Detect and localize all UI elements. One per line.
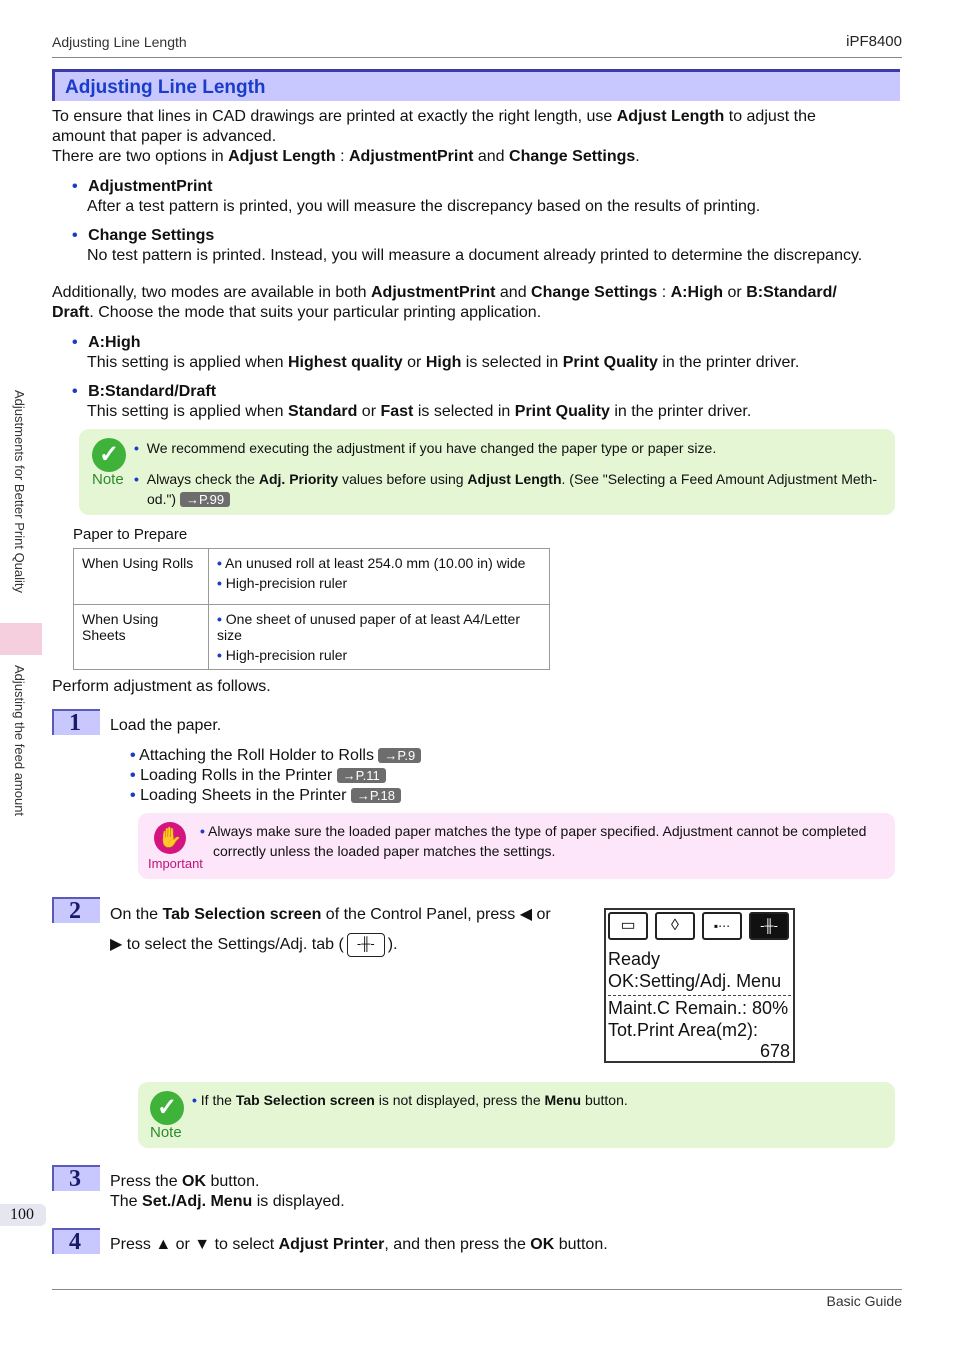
step-text	[110, 1235, 608, 1255]
table-cell-text: High-precision ruler	[225, 647, 348, 663]
table-cell-text: One sheet of unused paper of at least A4/Letter size	[217, 611, 521, 643]
note-item	[192, 1090, 628, 1110]
row-items	[209, 549, 550, 605]
text: or	[532, 906, 551, 923]
text: This setting is applied when	[87, 354, 288, 371]
page-title: Adjusting Line Length	[65, 77, 266, 98]
lcd-line: OK:Setting/Adj. Menu	[608, 971, 782, 991]
text: On the	[110, 906, 163, 923]
note-label: Note	[150, 1124, 182, 1141]
text: or	[723, 284, 747, 301]
note-term: Adj. Priority	[258, 471, 339, 487]
mode-title: B:Standard/Draft	[88, 383, 217, 400]
lcd-line: 678	[759, 1041, 790, 1061]
note-text: . (See "Selecting a Feed Amount Adjustment Meth-	[561, 471, 878, 487]
intro-paragraph	[52, 107, 902, 167]
intro-term: AdjustmentPrint	[348, 148, 474, 165]
page-reference-link[interactable]: →P.18	[351, 788, 401, 803]
important-line: Always make sure the loaded paper matches the type of paper specified. Adjustment cannot be completed	[208, 823, 867, 839]
table-cell-text: An unused roll at least 254.0 mm (10.00 in) wide	[225, 555, 526, 571]
text: , and then press the	[384, 1236, 531, 1253]
paper-table	[73, 548, 550, 670]
text: or	[402, 354, 426, 371]
term: Print Quality	[514, 403, 610, 420]
side-section-label: Adjustments for Better Print Quality	[12, 390, 27, 594]
text: of the Control Panel, press	[321, 906, 520, 923]
page-reference-link[interactable]: →P.99	[180, 492, 230, 507]
important-box	[138, 813, 895, 879]
lcd-line: Tot.Print Area(m2):	[608, 1020, 759, 1040]
bullet-icon: •	[217, 575, 222, 591]
footer-guide-name: Basic Guide	[826, 1293, 902, 1309]
term: OK	[530, 1236, 555, 1253]
job-list-tab-icon[interactable]: ▪⋯	[702, 912, 742, 940]
term: B:Standard/	[746, 284, 837, 301]
step-text: Load the paper.	[110, 717, 222, 734]
bullet-icon: •	[72, 178, 78, 195]
intro-text: There are two options in	[52, 148, 229, 165]
left-arrow-icon: ◀	[519, 906, 532, 923]
mode-item	[72, 333, 141, 353]
term: High	[425, 354, 462, 371]
text: button.	[206, 1173, 260, 1190]
bullet-icon: •	[130, 787, 136, 804]
note-term: Menu	[544, 1092, 582, 1108]
note-text: is not displayed, press the	[374, 1092, 545, 1108]
option-item	[72, 226, 214, 246]
bullet-icon: •	[217, 647, 222, 663]
text: button.	[554, 1236, 608, 1253]
text: . Choose the mode that suits your particular printing application.	[89, 304, 542, 321]
ink-drop-tab-icon[interactable]: ◊	[655, 912, 695, 940]
text: The	[110, 1193, 143, 1210]
intro-text: .	[635, 148, 640, 165]
step-number: 4	[52, 1228, 100, 1254]
intro-text: to adjust the	[724, 108, 816, 125]
note-text: values before using	[338, 471, 468, 487]
note-box	[138, 1082, 895, 1148]
important-text	[200, 821, 890, 861]
important-label: Important	[148, 856, 203, 871]
page-number-tab	[0, 1204, 46, 1226]
text: ).	[387, 936, 398, 953]
note-check-icon: ✓	[92, 438, 126, 472]
modes-paragraph	[52, 283, 902, 323]
term: Highest quality	[288, 354, 403, 371]
page-reference-link[interactable]: →P.11	[337, 768, 386, 783]
term: Tab Selection screen	[162, 906, 322, 923]
note-text: Always check the	[146, 471, 259, 487]
step-text	[110, 1172, 345, 1212]
note-item	[134, 469, 884, 509]
text: in the printer driver.	[657, 354, 800, 371]
mode-item	[72, 382, 216, 402]
row-items	[209, 605, 550, 670]
table-cell-text: High-precision ruler	[225, 575, 348, 591]
bullet-icon: •	[72, 334, 78, 351]
text: to select the Settings/Adj. tab (	[122, 936, 344, 953]
bullet-icon: •	[130, 767, 136, 784]
intro-term: Adjust Length	[228, 148, 336, 165]
table-caption: Paper to Prepare	[73, 526, 188, 543]
bullet-icon: •	[134, 471, 139, 487]
term: Fast	[380, 403, 414, 420]
bullet-icon: •	[130, 747, 136, 764]
text: and	[495, 284, 532, 301]
note-item	[134, 438, 884, 458]
term: Print Quality	[562, 354, 658, 371]
text: Press the	[110, 1173, 183, 1190]
page-number: 100	[10, 1206, 34, 1223]
footer-rule	[52, 1289, 902, 1290]
bullet-icon: •	[217, 611, 222, 627]
text: This setting is applied when	[87, 403, 288, 420]
important-line: correctly unless the loaded paper matches the settings.	[213, 843, 556, 859]
text: :	[657, 284, 671, 301]
term: A:High	[670, 284, 724, 301]
bullet-icon: •	[217, 555, 222, 571]
link-text: Attaching the Roll Holder to Rolls	[139, 747, 379, 764]
step-text	[110, 900, 590, 960]
option-title: Change Settings	[88, 227, 215, 244]
note-text: If the	[200, 1092, 236, 1108]
step-links	[130, 746, 421, 806]
text: in the printer driver.	[609, 403, 752, 420]
step-number: 1	[52, 709, 100, 735]
settings-adj-tab-icon[interactable]: -╫-	[749, 912, 789, 940]
intro-text: :	[335, 148, 349, 165]
option-desc: No test pattern is printed. Instead, you will measure a document already printed to determine the discrepancy.	[87, 247, 863, 264]
step-number: 2	[52, 897, 100, 923]
term: Adjust Printer	[278, 1236, 385, 1253]
note-text: We recommend executing the adjustment if you have changed the paper type or paper size.	[146, 440, 717, 456]
term: AdjustmentPrint	[371, 284, 496, 301]
row-label: When Using Sheets	[74, 605, 209, 670]
option-desc: After a test pattern is printed, you will measure the discrepancy based on the results of printing.	[87, 198, 761, 215]
term: OK	[182, 1173, 207, 1190]
bullet-icon: •	[192, 1092, 197, 1108]
section-title-bar	[52, 69, 900, 101]
text: is selected in	[413, 403, 515, 420]
note-check-icon: ✓	[150, 1091, 184, 1125]
lcd-line: Ready	[608, 949, 661, 969]
intro-text: amount that paper is advanced.	[52, 128, 277, 145]
perform-text: Perform adjustment as follows.	[52, 678, 271, 695]
intro-text: and	[473, 148, 510, 165]
link-text: Loading Rolls in the Printer	[140, 767, 337, 784]
page-reference-link[interactable]: →P.9	[378, 748, 421, 763]
running-header-model: iPF8400	[846, 33, 902, 50]
note-label: Note	[92, 471, 124, 488]
term: Set./Adj. Menu	[142, 1193, 253, 1210]
text: is displayed.	[252, 1193, 345, 1210]
paper-tab-icon[interactable]: ▭	[608, 912, 648, 940]
term: Standard	[288, 403, 358, 420]
note-term: Tab Selection screen	[235, 1092, 375, 1108]
note-text: button.	[581, 1092, 628, 1108]
settings-adj-tab-icon: -╫-	[347, 933, 385, 957]
control-panel-display	[604, 908, 795, 1063]
side-topic-label: Adjusting the feed amount	[12, 665, 27, 817]
text: or	[357, 403, 381, 420]
intro-term: Adjust Length	[616, 108, 725, 125]
step-number: 3	[52, 1165, 100, 1191]
note-box	[79, 429, 895, 515]
mode-desc	[87, 353, 799, 373]
running-header-section: Adjusting Line Length	[52, 34, 187, 50]
note-text: od.")	[147, 491, 180, 507]
table-row	[74, 549, 550, 605]
option-item	[72, 177, 213, 197]
mode-title: A:High	[88, 334, 141, 351]
right-arrow-icon: ▶	[110, 936, 123, 953]
link-text: Loading Sheets in the Printer	[140, 787, 351, 804]
bullet-icon: •	[72, 383, 78, 400]
bullet-icon: •	[200, 823, 205, 839]
bullet-icon: •	[134, 440, 139, 456]
note-term: Adjust Length	[467, 471, 562, 487]
mode-desc	[87, 402, 751, 422]
row-label: When Using Rolls	[74, 549, 209, 605]
term: Draft	[52, 304, 90, 321]
lcd-divider	[608, 995, 791, 996]
table-row	[74, 605, 550, 670]
text: Additionally, two modes are available in both	[52, 284, 371, 301]
text: is selected in	[461, 354, 563, 371]
hand-stop-icon: ✋	[154, 822, 186, 854]
intro-term: Change Settings	[509, 148, 636, 165]
lcd-line: Maint.C Remain.: 80%	[608, 998, 789, 1018]
side-tab-marker	[0, 623, 42, 655]
header-rule	[52, 57, 902, 58]
option-title: AdjustmentPrint	[88, 178, 213, 195]
text: Press ▲ or ▼ to select	[110, 1236, 279, 1253]
bullet-icon: •	[72, 227, 78, 244]
term: Change Settings	[531, 284, 658, 301]
intro-text: To ensure that lines in CAD drawings are printed at exactly the right length, use	[52, 108, 617, 125]
